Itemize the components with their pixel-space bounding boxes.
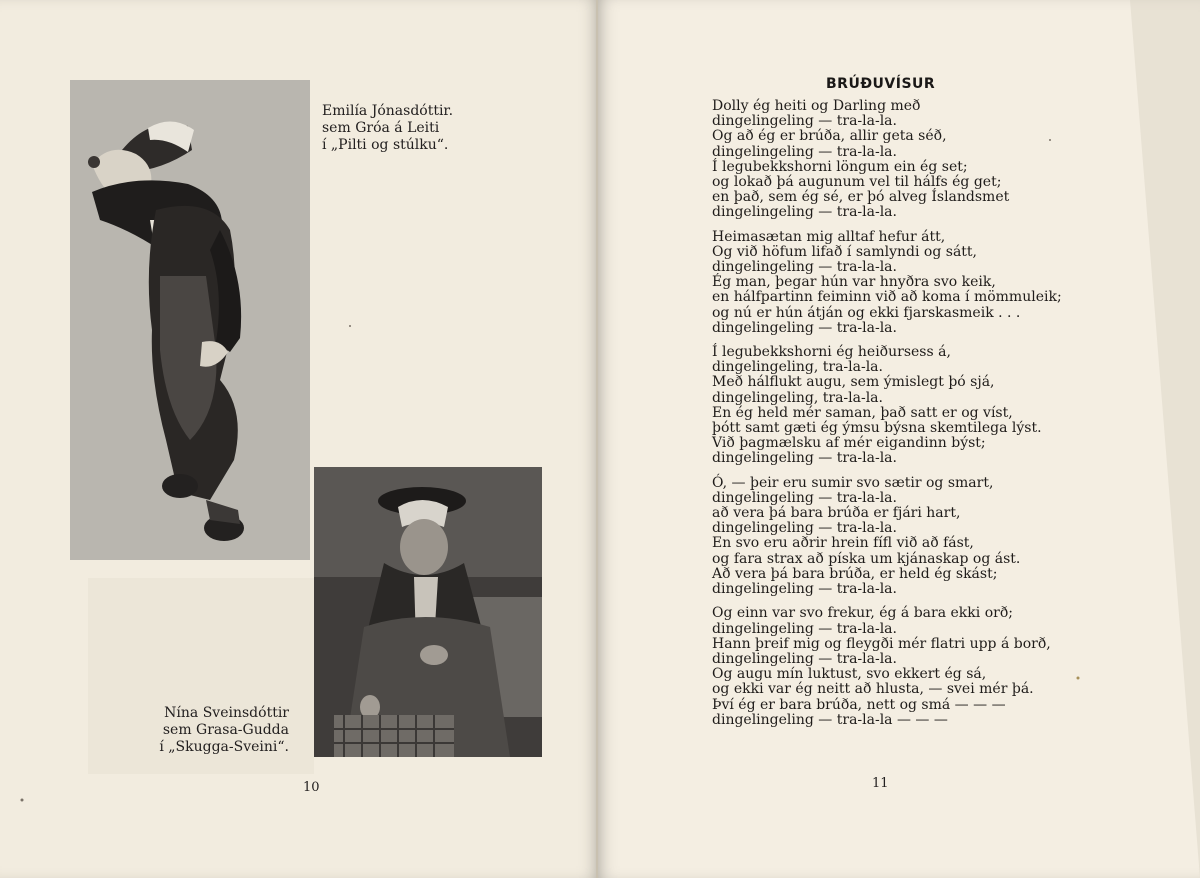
poem-line: og ekki var ég neitt að hlusta, — svei mér þá.: [712, 681, 1034, 698]
poem-line: en það, sem ég sé, er þó alveg Íslandsmet: [712, 189, 1010, 206]
poem-line: Ó, — þeir eru sumir svo sætir og smart,: [712, 474, 994, 491]
poem-line: Því ég er bara brúða, nett og smá — — —: [712, 696, 1006, 713]
poem-line: Í legubekkshorni löngum ein ég set;: [712, 158, 968, 175]
poem-line: dingelingeling — tra-la-la.: [712, 520, 897, 537]
poem-line: dingelingeling — tra-la-la.: [712, 450, 897, 467]
poem-line: dingelingeling, tra-la-la.: [712, 389, 883, 406]
poem-line: dingelingeling — tra-la-la.: [712, 143, 897, 160]
poem-line: Og einn var svo frekur, ég á bara ekki orð;: [712, 605, 1013, 622]
poem-line: dingelingeling — tra-la-la.: [712, 650, 897, 667]
poem-line: dingelingeling, tra-la-la.: [712, 359, 883, 376]
poem-line: og lokað þá augunum vel til hálfs ég get;: [712, 174, 1002, 191]
page-number-left: 10: [303, 780, 320, 795]
caption-line: sem Gróa á Leiti: [322, 120, 440, 136]
poem-line: Ég man, þegar hún var hnyðra svo keik,: [712, 274, 996, 291]
poem-line: dingelingeling — tra-la-la.: [712, 113, 897, 130]
poem-line: dingelingeling — tra-la-la.: [712, 204, 897, 221]
poem-line: dingelingeling — tra-la-la — — —: [712, 711, 948, 728]
poem-title: BRÚÐUVÍSUR: [826, 76, 936, 92]
caption-line: sem Grasa-Gudda: [162, 722, 289, 738]
poem-line: dingelingeling — tra-la-la.: [712, 319, 897, 336]
poem-line: Og að ég er brúða, allir geta séð,: [712, 128, 947, 145]
poem-line: dingelingeling — tra-la-la.: [712, 489, 897, 506]
poem-line: En ég held mér saman, það satt er og víst,: [712, 404, 1013, 421]
poem-line: og fara strax að píska um kjánaskap og ást.: [712, 550, 1021, 567]
poem-line: að vera þá bara brúða er fjári hart,: [712, 505, 961, 522]
poem-line: Og augu mín luktust, svo ekkert ég sá,: [712, 666, 987, 683]
poem-line: dingelingeling — tra-la-la.: [712, 259, 897, 276]
poem-line: dingelingeling — tra-la-la.: [712, 581, 897, 598]
poem-line: Dolly ég heiti og Darling með: [712, 98, 921, 114]
caption-line: í „Pilti og stúlku“.: [322, 137, 449, 153]
poem-line: Með hálflukt augu, sem ýmislegt þó sjá,: [712, 374, 995, 391]
poem-line: dingelingeling — tra-la-la.: [712, 620, 897, 637]
poem-line: Heimasætan mig alltaf hefur átt,: [712, 228, 946, 245]
poem-line: Í legubekkshorni ég heiðursess á,: [712, 344, 951, 361]
caption-line: Emilía Jónasdóttir.: [322, 103, 454, 119]
poem-line: Að vera þá bara brúða, er held ég skást;: [712, 565, 998, 582]
poem-line: og nú er hún átján og ekki fjarskasmeik . . .: [712, 304, 1021, 321]
poem-line: Og við höfum lifað í samlyndi og sátt,: [712, 243, 977, 260]
poem-line: þótt samt gæti ég ýmsu býsna skemtilega lýst.: [712, 420, 1042, 437]
poem-line: Við þagmælsku af mér eigandinn býst;: [712, 435, 986, 452]
caption-line: Nína Sveinsdóttir: [164, 705, 289, 721]
poem-line: En svo eru aðrir hrein fífl við að fást,: [712, 535, 974, 552]
caption-line: í „Skugga-Sveini“.: [159, 739, 289, 755]
poem-line: en hálfpartinn feiminn við að koma í mömmuleik;: [712, 289, 1062, 306]
poem-line: Hann þreif mig og fleygði mér flatri upp á borð,: [712, 635, 1051, 652]
page-number-right: 11: [872, 776, 889, 791]
